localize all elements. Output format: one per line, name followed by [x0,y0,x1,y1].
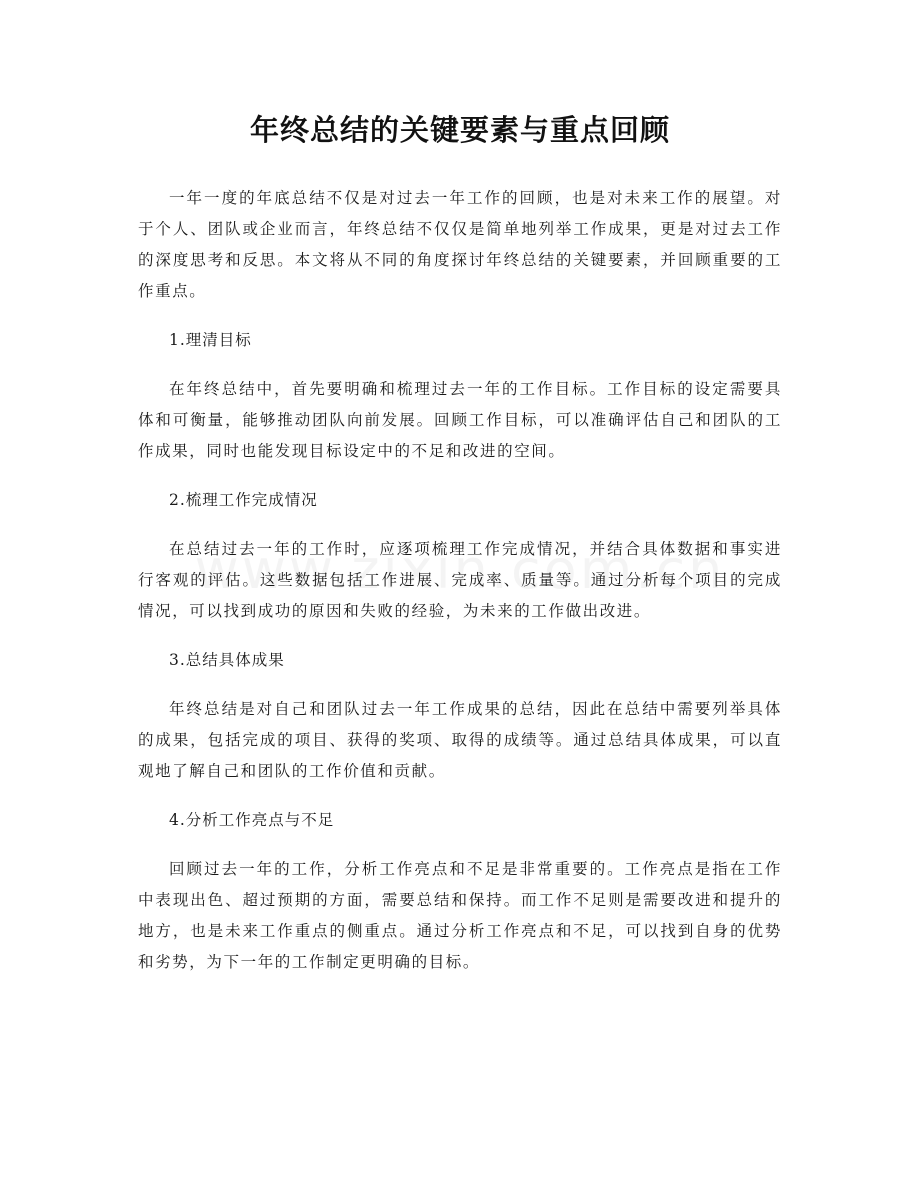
section-heading-completion: 2.梳理工作完成情况 [169,491,318,509]
document-title: 年终总结的关键要素与重点回顾 [249,113,670,147]
section-body-results: 年终总结是对自己和团队过去一年工作成果的总结，因此在总结中需要列举具体的成果，包括完成的项目、获得的奖项、取得的成绩等。通过总结具体成果，可以直观地了解自己和团队的工作价值和贡献。 [138,700,782,780]
document-body [138,183,782,978]
section-heading-highlights: 4.分析工作亮点与不足 [169,811,335,829]
intro-paragraph: 一年一度的年底总结不仅是对过去一年工作的回顾，也是对未来工作的展望。对于个人、团队或企业而言，年终总结不仅仅是简单地列举工作成果，更是对过去工作的深度思考和反思。本文将从不同的角度探讨年终总结的关键要素，并回顾重要的工作重点。 [138,189,782,300]
section-heading-results: 3.总结具体成果 [169,651,285,669]
section-body-highlights: 回顾过去一年的工作，分析工作亮点和不足是非常重要的。工作亮点是指在工作中表现出色、超过预期的方面，需要总结和保持。而工作不足则是需要改进和提升的地方，也是未来工作重点的侧重点。通过分析工作亮点和不足，可以找到自身的优势和劣势，为下一年的工作制定更明确的目标。 [138,860,782,971]
section-heading-goals: 1.理清目标 [169,331,252,349]
section-body-goals: 在年终总结中，首先要明确和梳理过去一年的工作目标。工作目标的设定需要具体和可衡量，能够推动团队向前发展。回顾工作目标，可以准确评估自己和团队的工作成果，同时也能发现目标设定中的不足和改进的空间。 [138,380,782,460]
section-body-completion: 在总结过去一年的工作时，应逐项梳理工作完成情况，并结合具体数据和事实进行客观的评估。这些数据包括工作进展、完成率、质量等。通过分析每个项目的完成情况，可以找到成功的原因和失败的经验，为未来的工作做出改进。 [138,540,782,620]
